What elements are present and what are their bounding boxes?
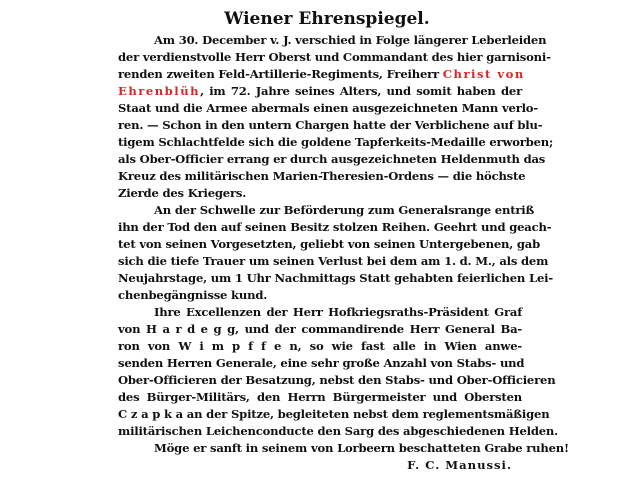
text-line: als Ober-Officier errang er durch ausgezeichneten Heldenmuth das bbox=[118, 152, 546, 166]
article-title: Wiener Ehrenspiegel. bbox=[224, 9, 430, 29]
text-line: des Bürger-Militärs, den Herrn Bürgermeister und Obersten bbox=[118, 390, 522, 404]
text-line bbox=[118, 83, 522, 100]
text-line: Am 30. December v. J. verschied in Folge längerer Leberleiden bbox=[154, 33, 547, 47]
text-line: ren. — Schon in den untern Chargen hatte der Verblichene auf blu- bbox=[118, 118, 543, 132]
text-line: C z a p k a an der Spitze, begleiteten nebst dem reglementsmäßigen bbox=[118, 407, 550, 421]
text-line: Ober-Officieren der Besatzung, nebst den Stabs- und Ober-Officieren bbox=[118, 373, 556, 387]
text-line: An der Schwelle zur Beförderung zum Generalsrange entriß bbox=[154, 203, 535, 217]
text-line: Zierde des Kriegers. bbox=[118, 186, 247, 200]
text-line: Kreuz des militärischen Marien-Theresien-Ordens — die höchste bbox=[118, 169, 526, 183]
text-line: von H a r d e g g, und der commandirende Herr General Ba- bbox=[118, 322, 522, 336]
text-line bbox=[118, 66, 525, 83]
text-line: chenbegängnisse kund. bbox=[118, 288, 268, 302]
text-line: tigem Schlachtfelde sich die goldene Tapferkeits-Medaille erworben; bbox=[118, 135, 554, 149]
text-line: ihn der Tod den auf seinen Besitz stolzen Reihen. Geehrt und geach- bbox=[118, 220, 552, 234]
text-line: senden Herren Generale, eine sehr große Anzahl von Stabs- und bbox=[118, 356, 525, 370]
text-segment: renden zweiten Feld-Artillerie-Regiments, Freiherr bbox=[118, 67, 443, 81]
text-line: Neujahrstage, um 1 Uhr Nachmittags Statt gehabten feierlichen Lei- bbox=[118, 271, 553, 285]
name-highlight: Ehrenblüh bbox=[118, 84, 201, 98]
text-segment: , im 72. Jahre seines Alters, und somit haben der bbox=[200, 84, 522, 98]
text-line: Ihre Excellenzen der Herr Hofkriegsraths-Präsident Graf bbox=[154, 305, 522, 319]
signature: F. C. Manussi. bbox=[407, 458, 512, 472]
text-line: der verdienstvolle Herr Oberst und Commandant des hier garnisoni- bbox=[118, 50, 551, 64]
name-highlight: Christ von bbox=[442, 67, 525, 81]
text-line: Möge er sanft in seinem von Lorbeern beschatteten Grabe ruhen! bbox=[154, 441, 569, 455]
text-line: tet von seinen Vorgesetzten, geliebt von seinen Untergebenen, gab bbox=[118, 237, 541, 251]
text-line: sich die tiefe Trauer um seinen Verlust bei dem am 1. d. M., als dem bbox=[118, 254, 549, 268]
text-line: ron von W i m p f f e n, so wie fast alle in Wien anwe- bbox=[118, 339, 522, 353]
text-line: Staat und die Armee abermals einen ausgezeichneten Mann verlo- bbox=[118, 101, 538, 115]
text-line: militärischen Leichenconducte den Sarg des abgeschiedenen Helden. bbox=[118, 424, 558, 438]
article bbox=[118, 8, 569, 474]
